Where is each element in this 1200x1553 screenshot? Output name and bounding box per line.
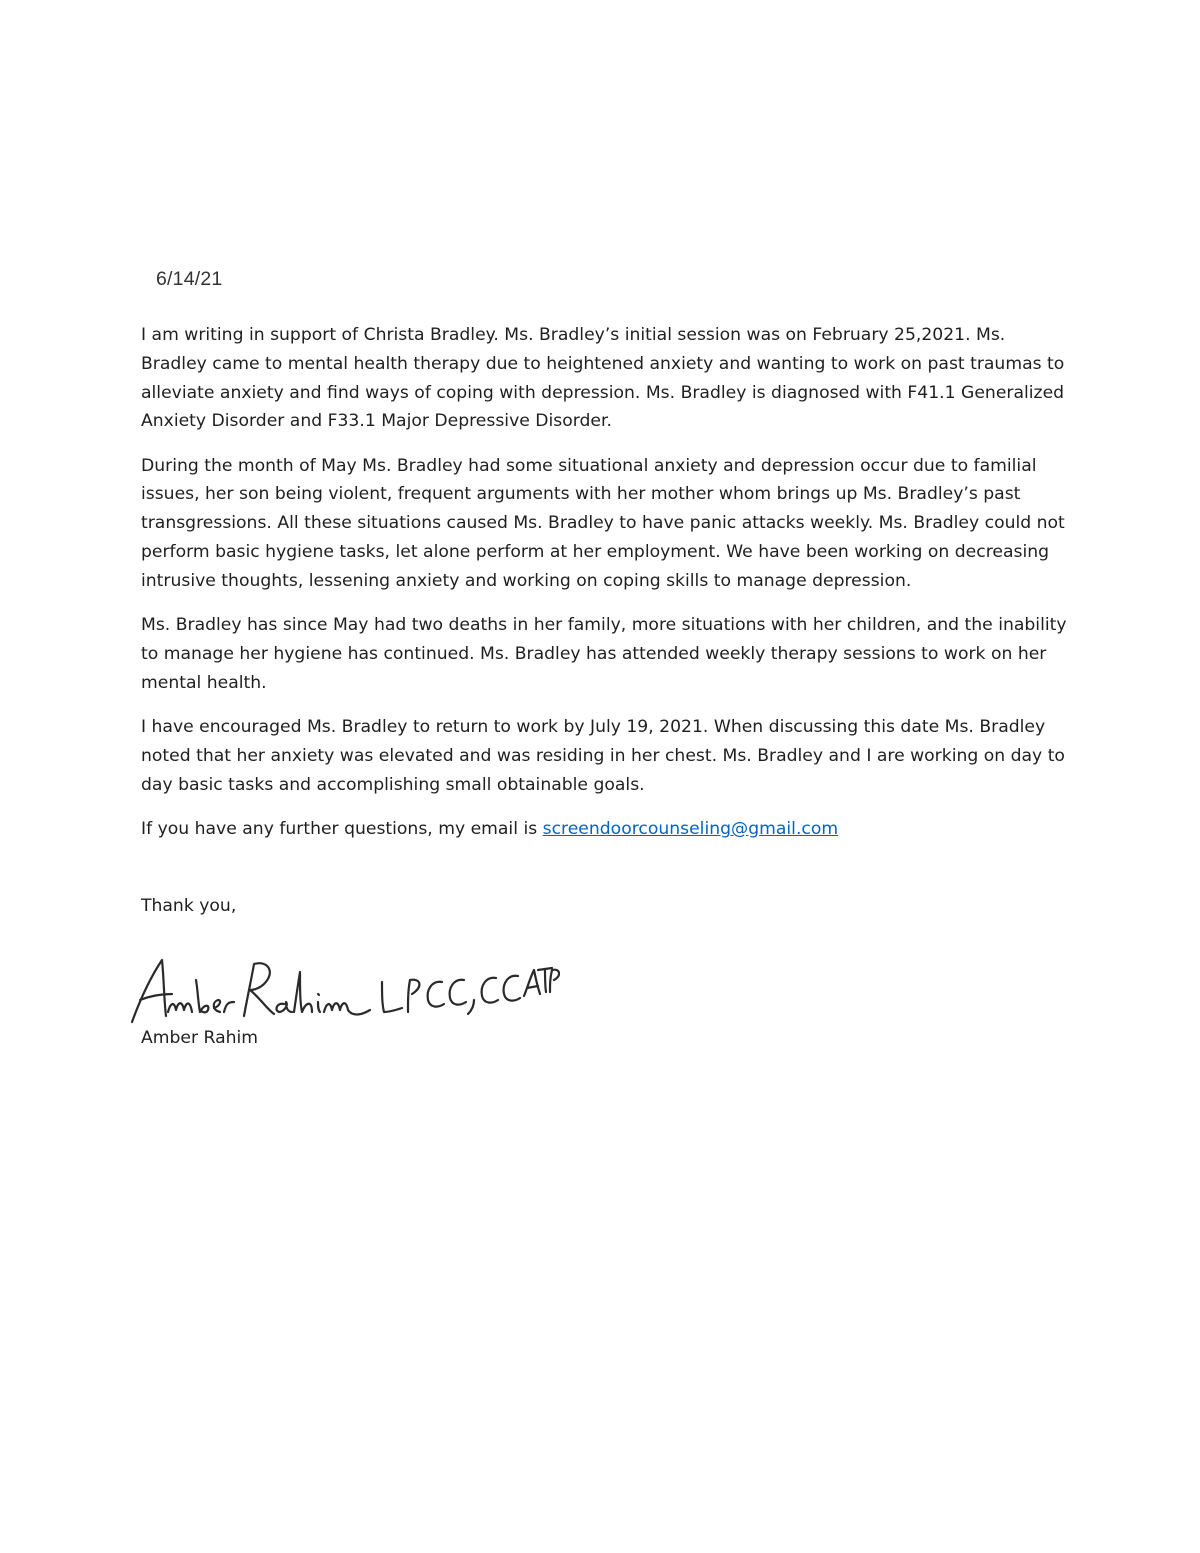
signer-name: Amber Rahim (141, 1028, 259, 1048)
contact-prefix: If you have any further questions, my email is (141, 818, 543, 839)
paragraph-intro: I am writing in support of Christa Bradley. Ms. Bradley’s initial session was on February 25,2021. Ms. Bradley came to mental health therapy due to heightened anxiety and wanting to work on past traumas to alleviate anxiety and find ways of coping with depression. Ms. Bradley is diagnosed with F41.1 Generalized Anxiety Disorder and F33.1 Major Depressive Disorder. (141, 325, 1065, 432)
paragraph-may-situation: During the month of May Ms. Bradley had some situational anxiety and depression occur due to familial issues, her son being violent, frequent arguments with her mother whom brings up Ms. Bradley’s past transgressions. All these situations caused Ms. Bradley to have panic attacks weekly. Ms. Bradley could not perform basic hygiene tasks, let alone perform at her employment. We have been working on decreasing intrusive thoughts, lessening anxiety and working on coping skills to manage depression. (141, 455, 1065, 591)
email-link[interactable]: screendoorcounseling@gmail.com (542, 818, 839, 839)
paragraph-since-may: Ms. Bradley has since May had two deaths in her family, more situations with her children, and the inability to manage her hygiene has continued. Ms. Bradley has attended weekly therapy sessions to work on her mental health. (141, 615, 1067, 693)
handwritten-signature (120, 950, 560, 1030)
letter-body (141, 321, 1071, 859)
contact-line (141, 815, 1071, 844)
letter-date: 6/14/21 (156, 268, 223, 290)
closing-line: Thank you, (141, 896, 237, 916)
paragraph-return-to-work: I have encouraged Ms. Bradley to return to work by July 19, 2021. When discussing this date Ms. Bradley noted that her anxiety was elevated and was residing in her chest. Ms. Bradley and I are working on day to day basic tasks and accomplishing small obtainable goals. (141, 717, 1065, 795)
